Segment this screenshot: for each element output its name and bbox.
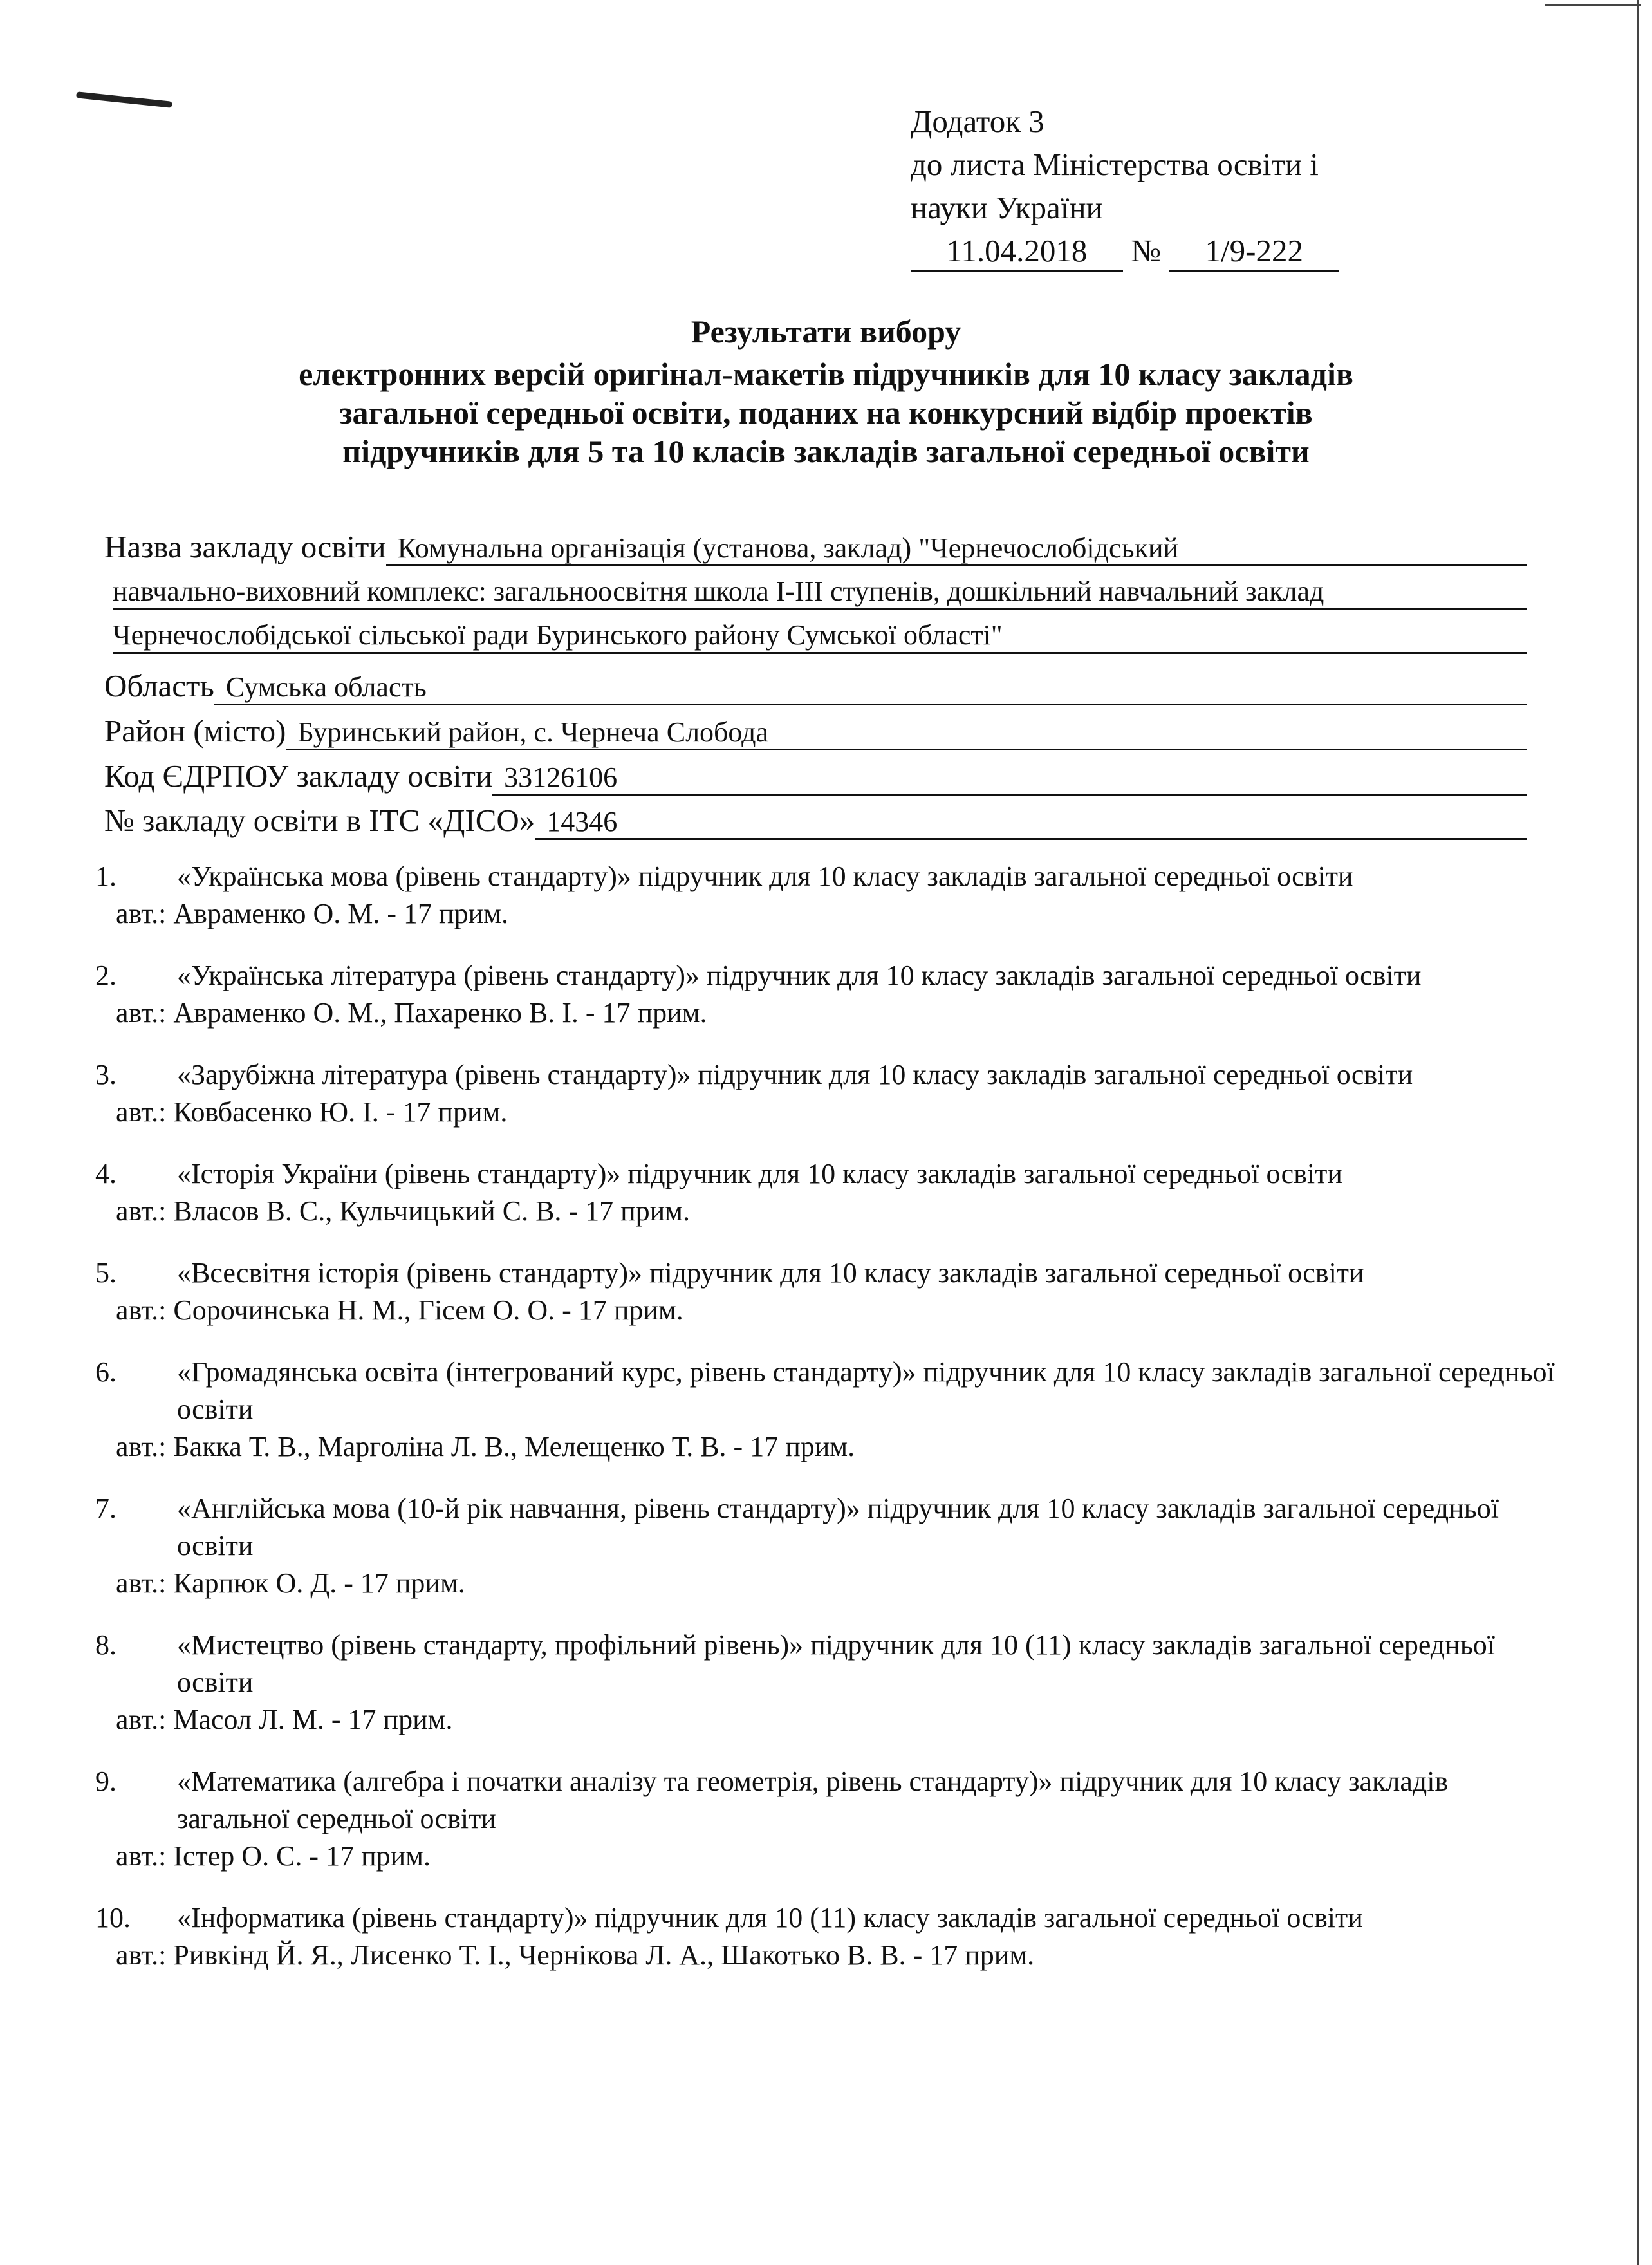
institution-name-value: Комунальна організація (установа, заклад) "Чернечослобідський	[386, 532, 1527, 566]
item-authors: авт.: Авраменко О. М., Пахаренко В. І. - 17 прим.	[116, 997, 707, 1029]
item-authors: авт.: Ковбасенко Ю. І. - 17 прим.	[116, 1096, 508, 1128]
appendix-ministry: науки України	[911, 190, 1103, 225]
textbook-list	[90, 858, 1557, 1999]
item-number: 4.	[95, 1158, 116, 1189]
diso-label: № закладу освіти в ІТС «ДІСО»	[104, 803, 535, 838]
item-number: 3.	[95, 1059, 116, 1090]
region-label: Область	[104, 668, 214, 704]
edrpou-value: 33126106	[492, 761, 1527, 796]
title-line-4: підручників для 5 та 10 класів закладів загальної середньої освіти	[342, 433, 1310, 469]
item-authors: авт.: Власов В. С., Кульчицький С. В. - 17 прим.	[116, 1195, 691, 1227]
item-title: «Історія України (рівень стандарту)» підручник для 10 класу закладів загальної середньої освіти	[177, 1158, 1342, 1189]
list-item	[90, 1056, 1557, 1131]
item-authors: авт.: Істер О. С. - 17 прим.	[116, 1840, 431, 1872]
document-title	[0, 312, 1652, 471]
appendix-title: Додаток 3	[911, 104, 1044, 139]
item-title: «Українська мова (рівень стандарту)» підручник для 10 класу закладів загальної середньої освіти	[177, 861, 1353, 892]
edrpou-label: Код ЄДРПОУ закладу освіти	[104, 758, 493, 794]
item-title: «Математика (алгебра і початки аналізу та геометрія, рівень стандарту)» підручник для 10 класу закладів загальної середньої освіти	[177, 1766, 1449, 1834]
item-title: «Всесвітня історія (рівень стандарту)» підручник для 10 класу закладів загальної середньої освіти	[177, 1257, 1364, 1289]
item-number: 2.	[95, 960, 116, 991]
institution-name-value-2: навчально-виховний комплекс: загальноосвітня школа І-ІІІ ступенів, дошкільний навчальний заклад	[113, 575, 1527, 610]
appendix-letter-ref: до листа Міністерства освіти і	[911, 147, 1319, 182]
institution-name-value-3: Чернечослобідської сільської ради Буринського району Сумської області"	[113, 619, 1527, 654]
diso-value: 14346	[535, 806, 1527, 840]
list-item	[90, 1155, 1557, 1230]
field-diso-number	[104, 801, 1527, 840]
item-title: «Громадянська освіта (інтегрований курс, рівень стандарту)» підручник для 10 класу закладів загальної середньої освіти	[177, 1356, 1555, 1425]
title-line-1: Результати вибору	[691, 313, 961, 350]
scan-top-edge	[1545, 4, 1641, 6]
item-number: 9.	[95, 1766, 116, 1797]
item-title: «Мистецтво (рівень стандарту, профільний рівень)» підручник для 10 (11) класу закладів загальної середньої освіти	[177, 1629, 1496, 1698]
item-title: «Англійська мова (10-й рік навчання, рівень стандарту)» підручник для 10 класу закладів загальної середньої освіти	[177, 1493, 1499, 1561]
item-authors: авт.: Сорочинська Н. М., Гісем О. О. - 17 прим.	[116, 1294, 683, 1326]
field-edrpou	[104, 757, 1527, 796]
appendix-date: 11.04.2018	[911, 232, 1123, 272]
field-district	[104, 712, 1527, 750]
appendix-number: 1/9-222	[1169, 232, 1339, 272]
region-value: Сумська область	[214, 671, 1527, 705]
item-number: 5.	[95, 1257, 116, 1289]
list-item	[90, 1899, 1557, 1974]
item-authors: авт.: Бакка Т. В., Марголіна Л. В., Мелещенко Т. В. - 17 прим.	[116, 1431, 855, 1462]
title-line-2: електронних версій оригінал-макетів підручників для 10 класу закладів	[299, 356, 1353, 392]
item-authors: авт.: Авраменко О. М. - 17 прим.	[116, 898, 508, 929]
appendix-date-number	[911, 229, 1339, 272]
item-authors: авт.: Карпюк О. Д. - 17 прим.	[116, 1567, 465, 1599]
item-title: «Зарубіжна література (рівень стандарту)» підручник для 10 класу закладів загальної середньої освіти	[177, 1059, 1413, 1090]
scan-mark	[76, 91, 172, 108]
item-authors: авт.: Масол Л. М. - 17 прим.	[116, 1704, 453, 1735]
institution-name-label: Назва закладу освіти	[104, 529, 386, 564]
list-item	[90, 1254, 1557, 1329]
field-institution-name	[104, 528, 1527, 566]
item-number: 1.	[95, 861, 116, 892]
item-title: «Українська література (рівень стандарту)» підручник для 10 класу закладів загальної середньої освіти	[177, 960, 1422, 991]
list-item	[90, 1763, 1557, 1875]
list-item	[90, 957, 1557, 1032]
district-label: Район (місто)	[104, 713, 286, 749]
list-item	[90, 1627, 1557, 1738]
item-authors: авт.: Ривкінд Й. Я., Лисенко Т. І., Чернікова Л. А., Шакотько В. В. - 17 прим.	[116, 1939, 1035, 1971]
appendix-block	[911, 100, 1339, 272]
list-item	[90, 1354, 1557, 1466]
title-line-3: загальної середньої освіти, поданих на конкурсний відбір проектів	[339, 395, 1313, 431]
item-number: 8.	[95, 1629, 116, 1661]
item-number: 10.	[95, 1902, 131, 1934]
appendix-number-sign: №	[1131, 233, 1162, 268]
list-item	[90, 858, 1557, 933]
list-item	[90, 1490, 1557, 1602]
item-number: 7.	[95, 1493, 116, 1524]
district-value: Буринський район, с. Чернеча Слобода	[286, 716, 1527, 750]
field-region	[104, 667, 1527, 705]
item-number: 6.	[95, 1356, 116, 1388]
item-title: «Інформатика (рівень стандарту)» підручник для 10 (11) класу закладів загальної середньої освіти	[177, 1902, 1363, 1934]
